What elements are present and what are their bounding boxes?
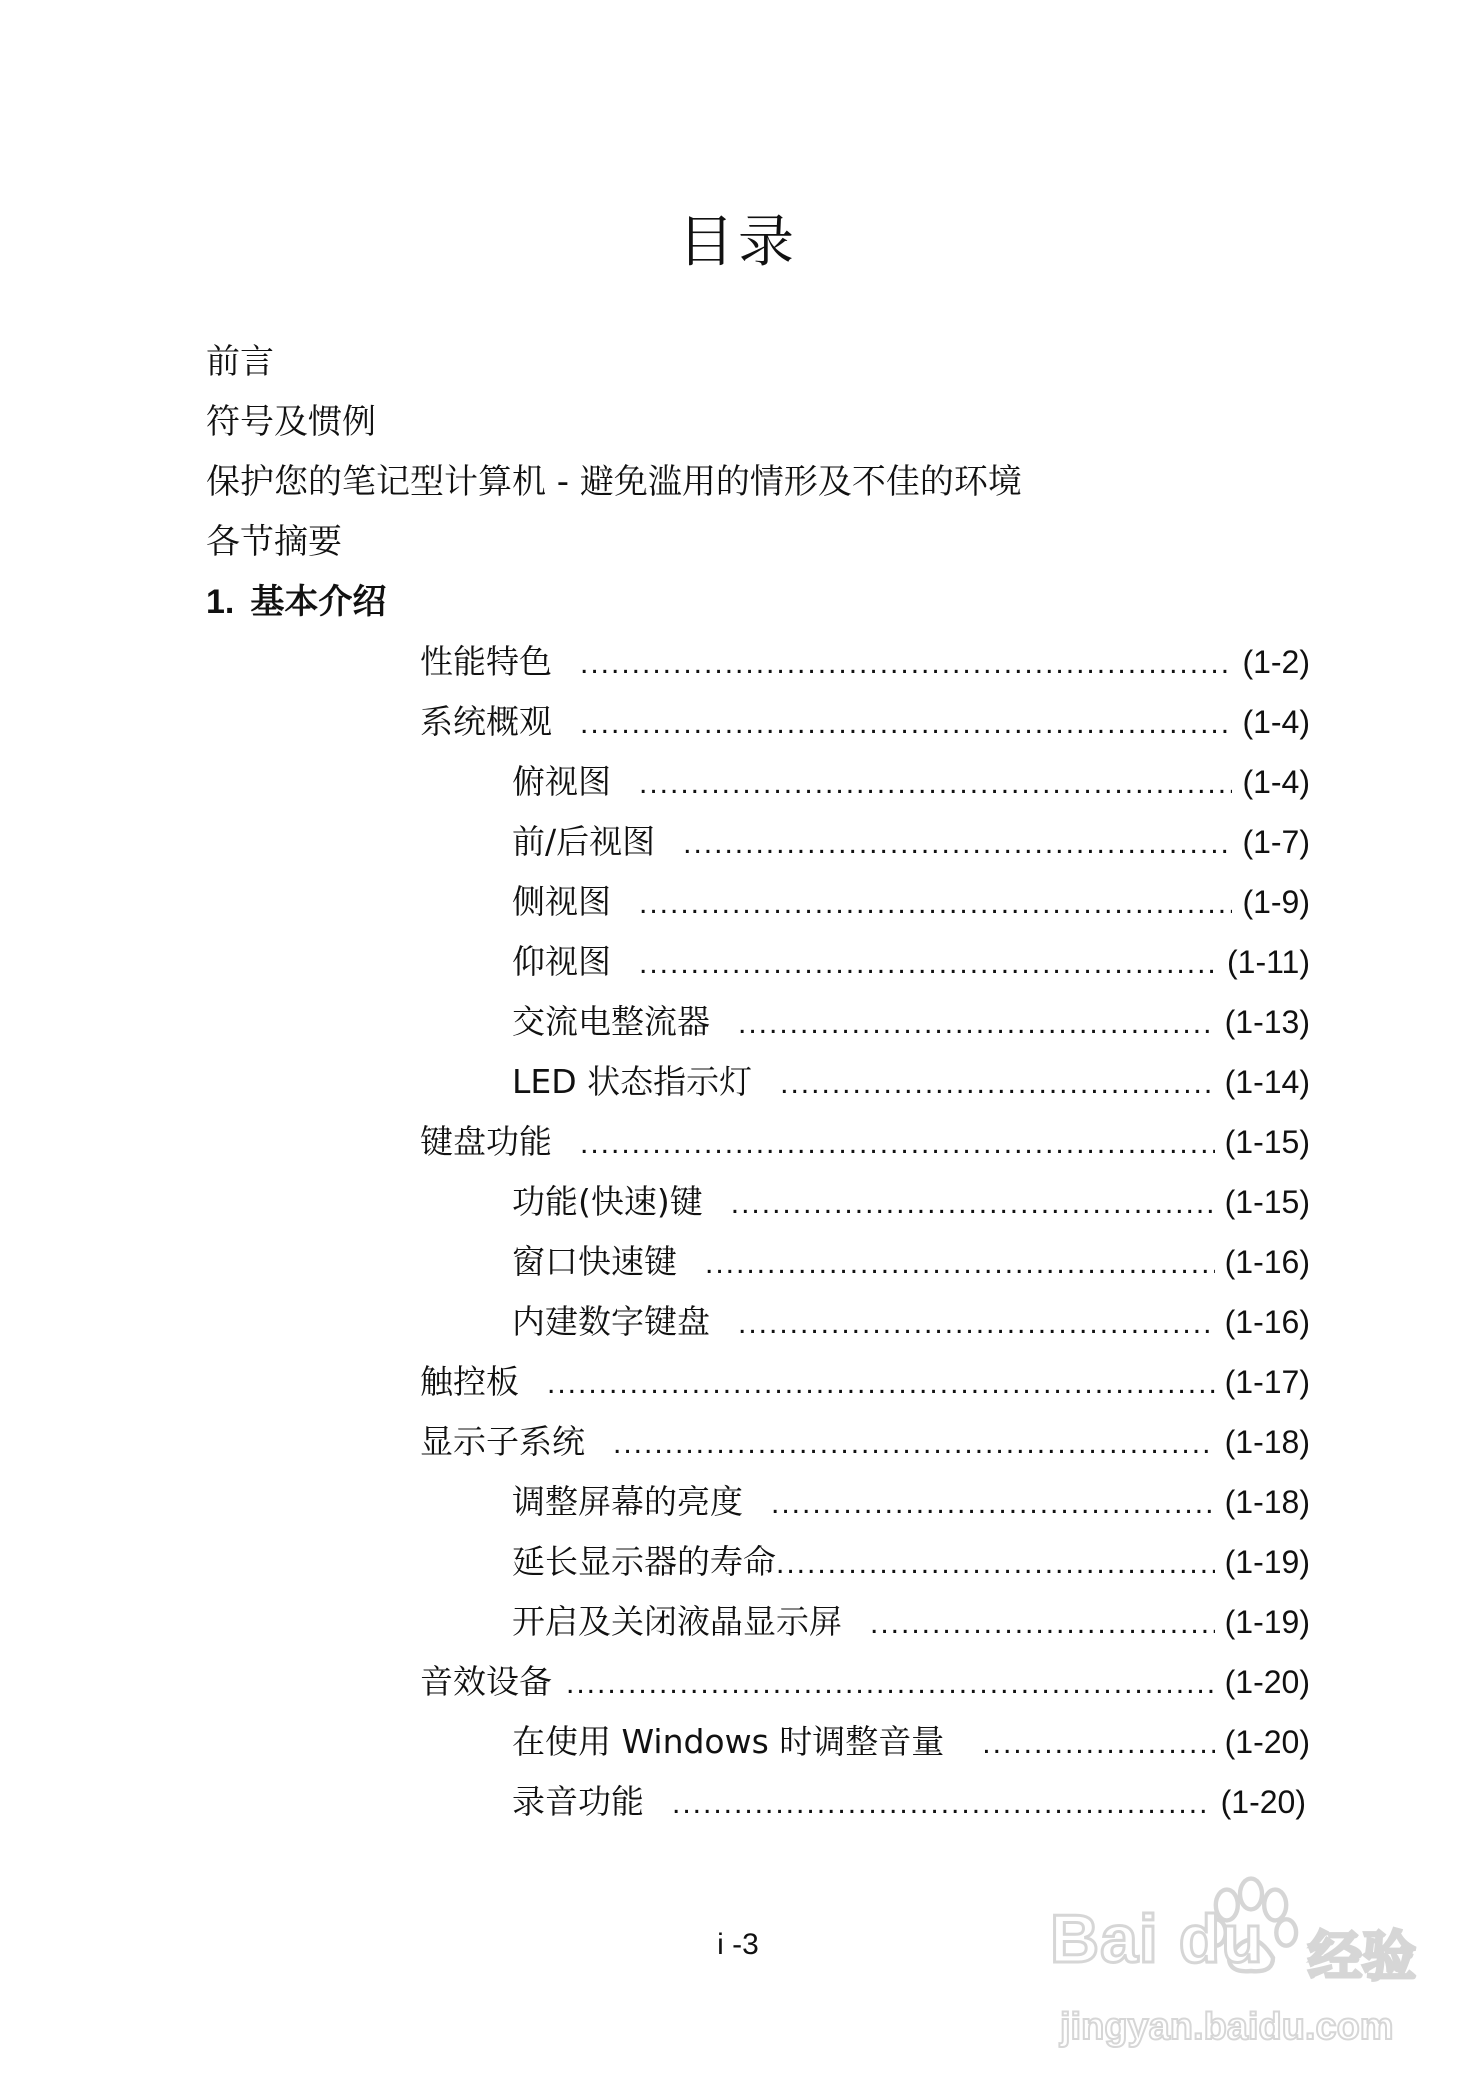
toc-entry <box>420 702 1310 742</box>
toc-entry-label: 触控板 <box>420 1362 519 1401</box>
page-title: 目录 <box>678 210 798 275</box>
dot-leader <box>580 1124 1215 1164</box>
toc-entry-label: 俯视图 <box>512 762 611 801</box>
toc-entry <box>512 1182 1310 1222</box>
front-matter-item: 各节摘要 <box>206 522 342 562</box>
toc-entry-page: (1-9) <box>1242 884 1310 920</box>
toc-entry-label: 性能特色 <box>420 642 552 681</box>
watermark-brand: Bai du <box>1050 1901 1264 1977</box>
dot-leader <box>731 1184 1215 1224</box>
toc-entry-page: (1-7) <box>1242 824 1310 860</box>
toc-entry <box>512 1302 1310 1342</box>
toc-entry-label: 侧视图 <box>512 882 611 921</box>
toc-entry-page: (1-14) <box>1224 1064 1310 1100</box>
dot-leader <box>870 1604 1215 1644</box>
toc-entry-page: (1-15) <box>1224 1124 1310 1160</box>
toc-entry <box>420 1662 1310 1702</box>
page-number: i -3 <box>717 1928 759 1961</box>
front-matter-item: 前言 <box>206 342 274 382</box>
dot-leader <box>639 884 1232 924</box>
toc-entry-label: 音效设备 <box>420 1662 552 1701</box>
toc-entry-label: 功能(快速)键 <box>512 1182 703 1221</box>
toc-entry-label: 仰视图 <box>512 942 611 981</box>
toc-entry <box>512 1482 1310 1522</box>
toc-entry <box>420 642 1310 682</box>
toc-entry-label: LED 状态指示灯 <box>512 1062 753 1101</box>
toc-entry <box>420 1362 1310 1402</box>
toc-entry <box>512 1002 1310 1042</box>
toc-entry-page: (1-20) <box>1224 1664 1310 1700</box>
toc-entry <box>512 1602 1310 1642</box>
toc-entry-page: (1-18) <box>1224 1424 1310 1460</box>
toc-entry-page: (1-17) <box>1224 1364 1310 1400</box>
dot-leader <box>771 1484 1215 1524</box>
dot-leader <box>580 704 1232 744</box>
toc-entry-page: (1-16) <box>1224 1304 1310 1340</box>
toc-entry <box>512 1062 1310 1102</box>
toc-entry <box>512 1242 1310 1282</box>
chapter-title: 基本介绍 <box>250 582 387 622</box>
chapter-heading <box>206 582 386 622</box>
toc-entry <box>512 762 1310 802</box>
toc-entry-label: 开启及关闭液晶显示屏 <box>512 1602 842 1641</box>
toc-entry-label: 延长显示器的寿命 <box>512 1542 776 1581</box>
toc-entry <box>512 942 1310 982</box>
toc-entry-label: 内建数字键盘 <box>512 1302 710 1341</box>
watermark-suffix: 经验 <box>1308 1925 1416 1988</box>
toc-entry-page: (1-16) <box>1224 1244 1310 1280</box>
toc-entry-label: 键盘功能 <box>420 1122 552 1161</box>
dot-leader <box>639 944 1217 984</box>
toc-entry-label: 交流电整流器 <box>512 1002 710 1041</box>
toc-entry-page: (1-4) <box>1242 764 1310 800</box>
dot-leader <box>580 644 1232 684</box>
toc-entry-label: 调整屏幕的亮度 <box>512 1482 743 1521</box>
dot-leader <box>547 1364 1215 1404</box>
dot-leader <box>683 824 1232 864</box>
dot-leader <box>705 1244 1215 1284</box>
chapter-number: 1. <box>206 583 235 621</box>
toc-entry-page: (1-4) <box>1242 704 1310 740</box>
toc-entry-label: 前/后视图 <box>512 822 656 861</box>
dot-leader <box>639 764 1232 804</box>
toc-entry-page: (1-19) <box>1224 1604 1310 1640</box>
toc-entry-page: (1-2) <box>1242 644 1310 680</box>
dot-leader <box>982 1724 1214 1764</box>
toc-entry <box>420 1122 1310 1162</box>
toc-entry <box>512 1782 1306 1822</box>
toc-entry-page: (1-15) <box>1224 1184 1310 1220</box>
toc-entry <box>512 1542 1310 1582</box>
toc-entry-label: 显示子系统 <box>420 1422 585 1461</box>
dot-leader <box>613 1424 1215 1464</box>
toc-entry-page: (1-20) <box>1224 1724 1310 1760</box>
dot-leader <box>776 1544 1215 1584</box>
front-matter-item: 符号及惯例 <box>206 402 376 442</box>
watermark <box>1040 1872 1460 2072</box>
dot-leader <box>738 1004 1215 1044</box>
toc-entry-page: (1-20) <box>1220 1784 1306 1820</box>
toc-entry <box>512 882 1310 922</box>
toc-entry <box>420 1422 1310 1462</box>
toc-entry-page: (1-18) <box>1224 1484 1310 1520</box>
toc-entry-label: 录音功能 <box>512 1782 644 1821</box>
dot-leader <box>780 1064 1215 1104</box>
toc-entry-label: 系统概观 <box>420 702 552 741</box>
toc-entry-label: 窗口快速键 <box>512 1242 677 1281</box>
dot-leader <box>566 1664 1215 1704</box>
toc-entry-page: (1-19) <box>1224 1544 1310 1580</box>
toc-entry <box>512 1722 1310 1762</box>
toc-entry <box>512 822 1310 862</box>
dot-leader <box>738 1304 1215 1344</box>
toc-entry-label: 在使用 Windows 时调整音量 <box>512 1722 945 1761</box>
toc-entry-page: (1-11) <box>1227 944 1310 980</box>
front-matter-item: 保护您的笔记型计算机 - 避免滥用的情形及不佳的环境 <box>206 462 1022 502</box>
dot-leader <box>672 1784 1211 1824</box>
watermark-url: jingyan.baidu.com <box>1060 2006 1394 2048</box>
toc-entry-page: (1-13) <box>1224 1004 1310 1040</box>
